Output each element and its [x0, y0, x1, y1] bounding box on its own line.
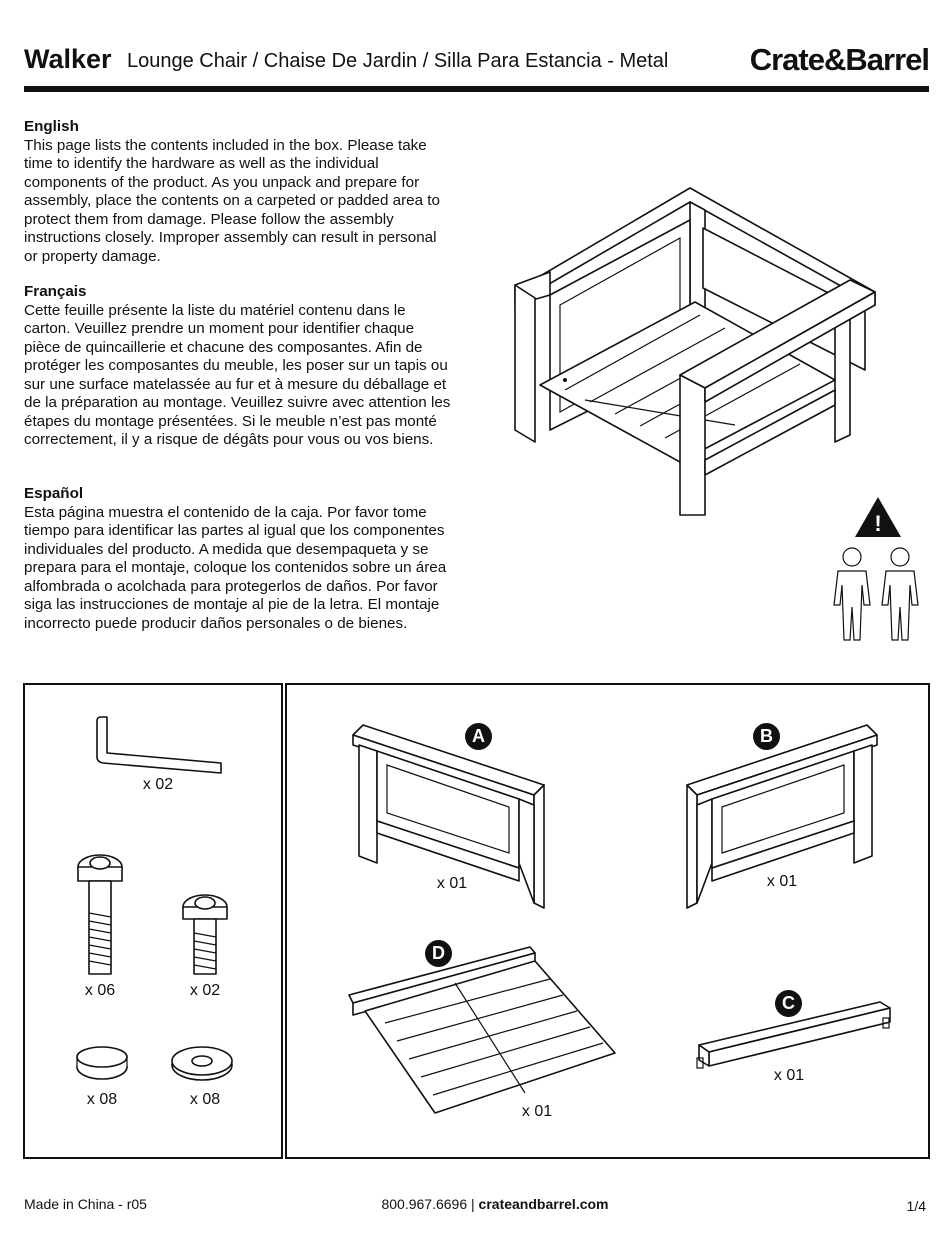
- page-number: 1/4: [906, 1198, 926, 1214]
- parts-box: [285, 683, 930, 1159]
- product-subtitle: Lounge Chair / Chaise De Jardin / Silla Para Estancia - Metal: [127, 50, 669, 72]
- footer-website-link[interactable]: crateandbarrel.com: [478, 1196, 609, 1212]
- french-text: Cette feuille présente la liste du matériel contenu dans le carton. Veuillez prendre un moment pour identifier chaque pièce de quincaillerie et chacune des composantes. Afin de protéger les composantes du meuble, les poser sur un tapis ou sur une surface matelassée au fur et à mesure du déballage et de la préparation au montage. Veuillez suivre avec attention les étapes du montage présentées. Si le meuble n’est pas monté correctement, il y a risque de dégâts pour vous ou vos biens.: [24, 301, 451, 448]
- allen-key-icon: [93, 715, 228, 775]
- long-bolt-icon: [75, 853, 125, 978]
- english-text: This page lists the contents included in the box. Please take time to identify the hardware as well as the individual components of the product. As you unpack and prepare for assembly, place the contents on a carpeted or padded area to protect them from damage. Please follow the assembly instructions closely. Improper assembly can result in personal or property damage.: [24, 136, 440, 265]
- header-rule: [24, 86, 929, 92]
- part-d-illustration: [345, 943, 620, 1118]
- french-section: [24, 283, 454, 450]
- part-c-badge: C: [775, 990, 802, 1017]
- part-a-qty: x 01: [436, 875, 468, 892]
- cap-qty: x 08: [86, 1091, 118, 1108]
- short-bolt-qty: x 02: [189, 982, 221, 999]
- short-bolt-icon: [180, 893, 230, 978]
- french-heading: Français: [24, 283, 87, 300]
- english-heading: English: [24, 118, 79, 135]
- cap-icon: [75, 1045, 130, 1085]
- part-c-qty: x 01: [773, 1067, 805, 1084]
- product-name: Walker: [24, 44, 112, 74]
- part-d-badge: D: [425, 940, 452, 967]
- footer-separator: |: [467, 1196, 479, 1212]
- washer-qty: x 08: [189, 1091, 221, 1108]
- long-bolt-qty: x 06: [84, 982, 116, 999]
- footer-origin: Made in China - r05: [24, 1196, 147, 1212]
- spanish-section: [24, 485, 454, 633]
- footer-phone: 800.967.6696: [381, 1196, 468, 1212]
- spanish-text: Esta página muestra el contenido de la caja. Por favor tome tiempo para identificar las partes al igual que los componentes individuales del producto. A medida que desempaqueta y se prepara para el montaje, coloque los contenidos sobre un área alfombrada o acolchada para protegerlos de daños. Por favor siga las instrucciones de montaje al pie de la letra. El montaje incorrecto puede producir daños personales o de bienes.: [24, 503, 447, 632]
- title-row: [24, 44, 929, 84]
- part-b-qty: x 01: [766, 873, 798, 890]
- part-d-qty: x 01: [521, 1103, 553, 1120]
- english-section: [24, 118, 454, 266]
- footer-contact: [0, 1196, 950, 1212]
- allen-key-qty: x 02: [142, 776, 174, 793]
- warning-icon: [853, 495, 903, 539]
- brand-logo: Crate&Barrel: [749, 42, 929, 77]
- washer-icon: [170, 1045, 235, 1085]
- part-a-badge: A: [465, 723, 492, 750]
- part-b-badge: B: [753, 723, 780, 750]
- warning-symbol: !: [874, 511, 882, 536]
- chair-illustration: [505, 180, 885, 520]
- spanish-heading: Español: [24, 485, 84, 502]
- two-person-icon: [830, 545, 940, 645]
- hardware-box: [23, 683, 283, 1159]
